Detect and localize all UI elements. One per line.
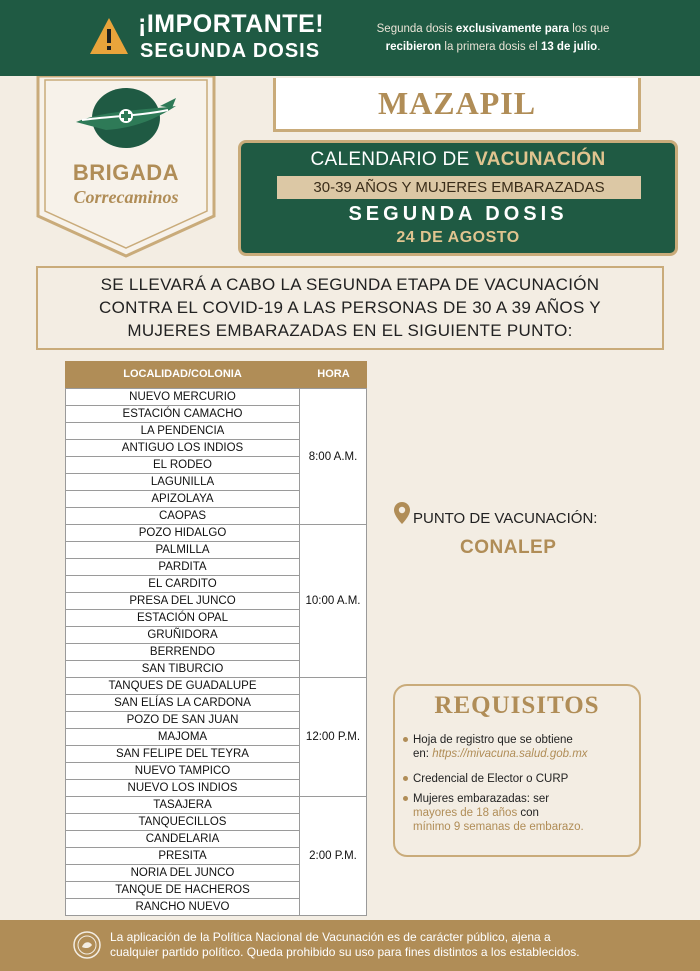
table-row-location: TANQUECILLOS [65, 814, 300, 831]
brand-tagline: Correcaminos [73, 187, 179, 207]
table-row-location: NUEVO TAMPICO [65, 763, 300, 780]
table-row-location: GRUÑIDORA [65, 627, 300, 644]
table-row-location: PALMILLA [65, 542, 300, 559]
vaccination-point-label: PUNTO DE VACUNACIÓN: [413, 510, 598, 527]
requirement-registration: Hoja de registro que se obtiene en: https://mivacuna.salud.gob.mx [413, 733, 635, 761]
table-row-location: ANTIGUO LOS INDIOS [65, 440, 300, 457]
table-row-location: PRESITA [65, 848, 300, 865]
bullet-icon [403, 796, 408, 801]
table-row-location: TASAJERA [65, 797, 300, 814]
warning-icon [88, 16, 130, 56]
table-row-location: LAGUNILLA [65, 474, 300, 491]
table-row-location: SAN FELIPE DEL TEYRA [65, 746, 300, 763]
vaccination-point-name: CONALEP [460, 537, 557, 558]
table-row-location: TANQUES DE GUADALUPE [65, 678, 300, 695]
vaccination-date: 24 DE AGOSTO [396, 229, 520, 246]
time-slot-cell: 10:00 A.M. [300, 525, 367, 678]
table-row-location: TANQUE DE HACHEROS [65, 882, 300, 899]
column-header-time: HORA [317, 368, 350, 380]
requirements-box [393, 684, 641, 857]
table-row-location: MAJOMA [65, 729, 300, 746]
table-row-location: EL RODEO [65, 457, 300, 474]
table-row-location: APIZOLAYA [65, 491, 300, 508]
requirements-title: REQUISITOS [434, 692, 600, 719]
table-row-location: PARDITA [65, 559, 300, 576]
intro-text: SE LLEVARÁ A CABO LA SEGUNDA ETAPA DE VACUNACIÓN CONTRA EL COVID-19 A LAS PERSONAS DE 30 A 39 AÑOS Y MUJERES EMBARAZADAS EN EL SIGUIENTE PUNTO: [36, 266, 664, 350]
location-pin-icon [394, 502, 410, 524]
time-slot-cell: 2:00 P.M. [300, 797, 367, 916]
calendar-title: CALENDARIO DE VACUNACIÓN [310, 149, 606, 170]
national-seal-icon [72, 930, 102, 960]
table-row-location: POZO HIDALGO [65, 525, 300, 542]
table-row-location: ESTACIÓN OPAL [65, 610, 300, 627]
table-row-location: SAN ELÍAS LA CARDONA [65, 695, 300, 712]
footer-disclaimer: La aplicación de la Política Nacional de Vacunación es de carácter público, ajena a cualquier partido político. Queda prohibido su uso para fines distintos a los establecidos. [110, 930, 580, 959]
table-row-location: BERRENDO [65, 644, 300, 661]
table-row-location: RANCHO NUEVO [65, 899, 300, 916]
banner-note: Segunda dosis exclusivamente para los que recibieron la primera dosis el 13 de julio. [376, 23, 610, 53]
brand-name: BRIGADA [72, 160, 180, 185]
banner-subtitle: SEGUNDA DOSIS [140, 40, 321, 62]
time-slot-cell: 8:00 A.M. [300, 389, 367, 525]
table-row-location: EL CARDITO [65, 576, 300, 593]
requirement-id: Credencial de Elector o CURP [413, 772, 635, 786]
time-slot-cell: 12:00 P.M. [300, 678, 367, 797]
table-row-location: PRESA DEL JUNCO [65, 593, 300, 610]
table-row-location: CANDELARIA [65, 831, 300, 848]
table-header [65, 361, 367, 388]
table-row-location: ESTACIÓN CAMACHO [65, 406, 300, 423]
table-row-location: LA PENDENCIA [65, 423, 300, 440]
table-row-location: NUEVO LOS INDIOS [65, 780, 300, 797]
banner-title: ¡IMPORTANTE! [138, 10, 325, 38]
calendar-box [238, 140, 678, 256]
requirement-pregnant: Mujeres embarazadas: ser mayores de 18 años con mínimo 9 semanas de embarazo. [413, 792, 635, 834]
table-row-location: NUEVO MERCURIO [65, 389, 300, 406]
table-row-location: SAN TIBURCIO [65, 661, 300, 678]
registration-link[interactable]: https://mivacuna.salud.gob.mx [432, 748, 588, 760]
dose-label: SEGUNDA DOSIS [348, 203, 568, 225]
bullet-icon [403, 776, 408, 781]
table-row-location: POZO DE SAN JUAN [65, 712, 300, 729]
bullet-icon [403, 737, 408, 742]
age-group-band: 30-39 AÑOS Y MUJERES EMBARAZADAS [277, 176, 641, 199]
table-row-location: CAOPAS [65, 508, 300, 525]
table-row-location: NORIA DEL JUNCO [65, 865, 300, 882]
column-header-location: LOCALIDAD/COLONIA [123, 368, 242, 380]
municipality-title: MAZAPIL [273, 78, 641, 132]
